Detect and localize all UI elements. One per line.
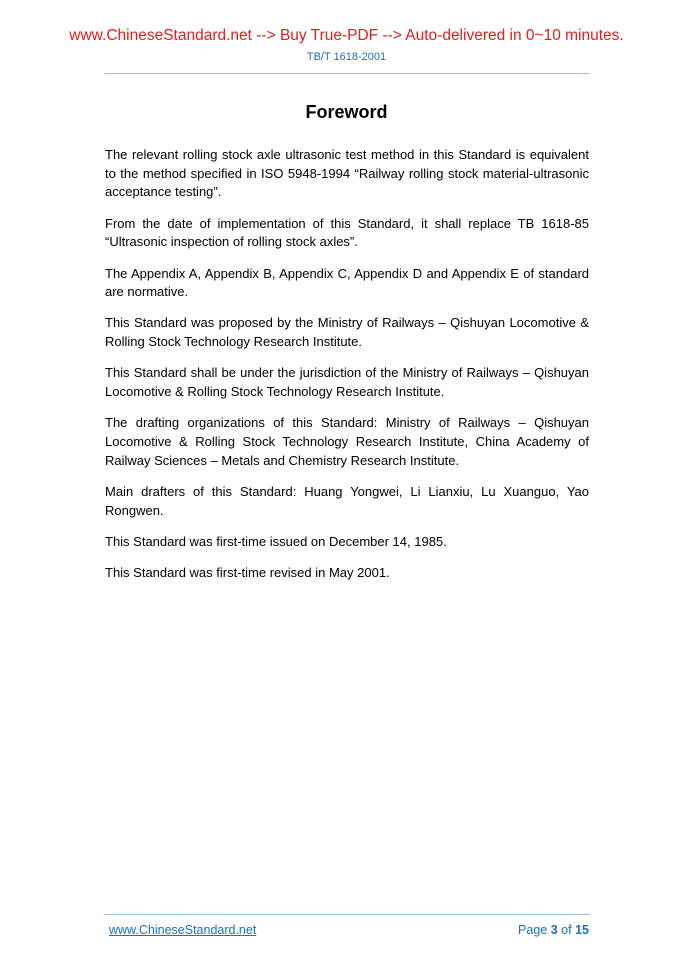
document-code: TB/T 1618-2001 xyxy=(306,51,387,63)
paragraph-proposed-by: This Standard was proposed by the Ministry of Railways – Qishuyan Locomotive & Rolling Stock Technology Research Institute. xyxy=(105,315,589,350)
current-page: 3 xyxy=(550,923,558,937)
page-number xyxy=(518,923,589,937)
page-label: Page xyxy=(518,923,548,937)
footer-divider xyxy=(104,914,590,915)
paragraph-equivalence: The relevant rolling stock axle ultrasonic test method in this Standard is equivalent to the method specified in ISO 5948-1994 “Railway rolling stock material-ultrasonic acceptance testing”. xyxy=(105,147,589,200)
footer-website-link[interactable]: www.ChineseStandard.net xyxy=(109,923,257,937)
paragraph-first-revised: This Standard was first-time revised in May 2001. xyxy=(105,564,390,580)
page-of-label: of xyxy=(561,923,572,937)
foreword-body xyxy=(105,146,589,595)
paragraph-replacement: From the date of implementation of this Standard, it shall replace TB 1618-85 “Ultrasonic inspection of rolling stock axles”. xyxy=(105,215,589,250)
paragraph-drafting-organizations: The drafting organizations of this Standard: Ministry of Railways – Qishuyan Locomotive & Rolling Stock Technology Research Institute, China Academy of Railway Sciences – Metals and Chemistry Research Institute. xyxy=(105,415,589,468)
total-pages: 15 xyxy=(575,923,589,937)
paragraph-drafters: Main drafters of this Standard: Huang Yongwei, Li Lianxiu, Lu Xuanguo, Yao Rongwen. xyxy=(105,483,589,518)
page-title: Foreword xyxy=(305,102,388,122)
header-divider xyxy=(104,73,590,74)
paragraph-first-issued: This Standard was first-time issued on December 14, 1985. xyxy=(105,533,447,549)
paragraph-appendices: The Appendix A, Appendix B, Appendix C, Appendix D and Appendix E of standard are normative. xyxy=(105,265,589,300)
paragraph-jurisdiction: This Standard shall be under the jurisdiction of the Ministry of Railways – Qishuyan Locomotive & Rolling Stock Technology Research Institute. xyxy=(105,365,589,400)
purchase-banner[interactable]: www.ChineseStandard.net --> Buy True-PDF --> Auto-delivered in 0~10 minutes. xyxy=(69,27,624,44)
